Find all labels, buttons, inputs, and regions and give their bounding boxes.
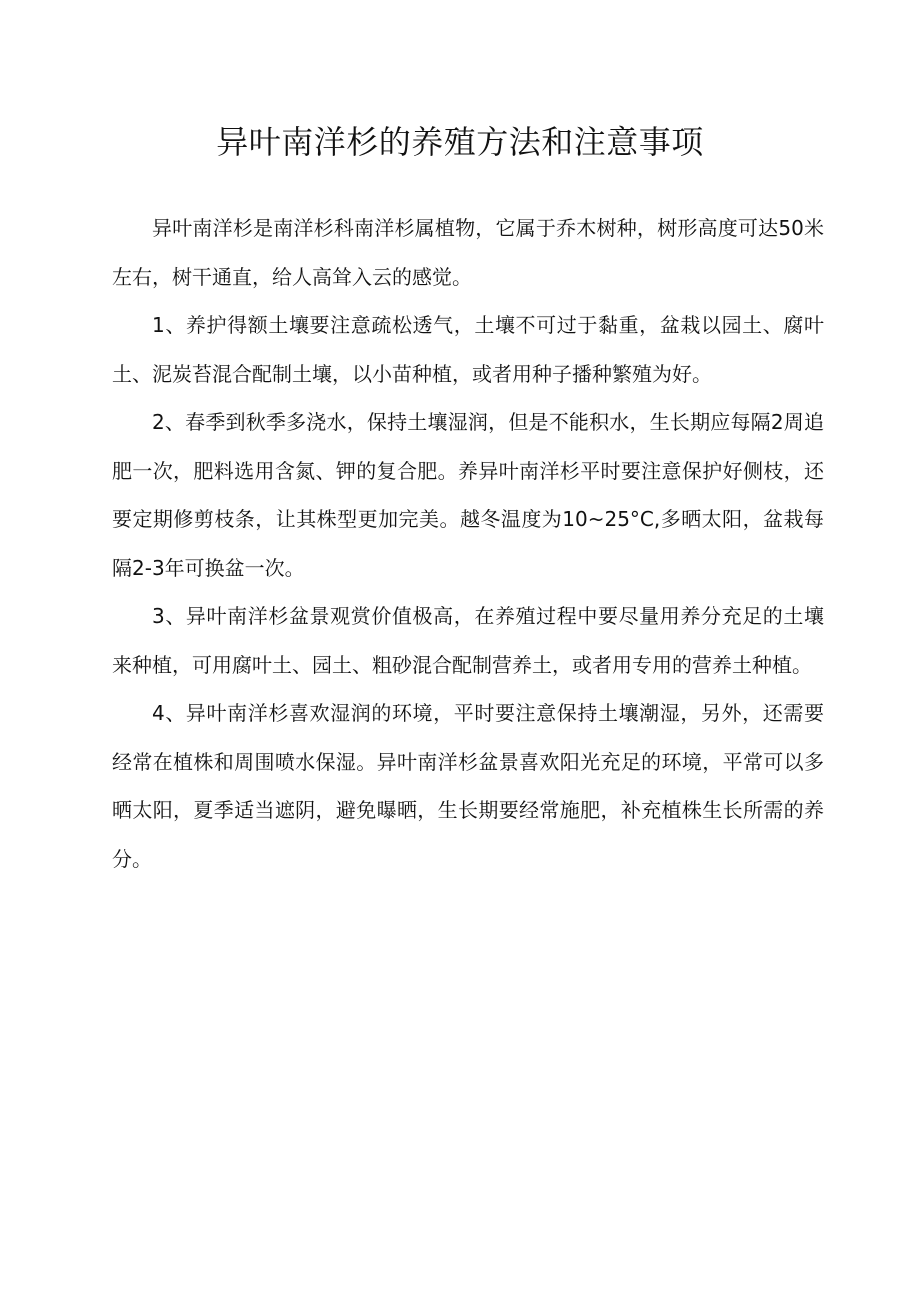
tip-4-paragraph: 4、异叶南洋杉喜欢湿润的环境，平时要注意保持土壤潮湿，另外，还需要经常在植株和周围喷水保湿。异叶南洋杉盆景喜欢阳光充足的环境，平常可以多晒太阳，夏季适当遮阴，避免曝晒，生长期要经常施肥，补充植株生长所需的养分。	[112, 701, 824, 871]
tip-2-paragraph: 2、春季到秋季多浇水，保持土壤湿润，但是不能积水，生长期应每隔2周追肥一次，肥料选用含氮、钾的复合肥。养异叶南洋杉平时要注意保护好侧枝，还要定期修剪枝条，让其株型更加完美。越冬温度为10~25°C,多晒太阳，盆栽每隔2-3年可换盆一次。	[112, 410, 824, 580]
document-body	[112, 204, 824, 883]
tip-1-paragraph: 1、养护得额土壤要注意疏松透气，土壤不可过于黏重，盆栽以园土、腐叶土、泥炭苔混合配制土壤，以小苗种植，或者用种子播种繁殖为好。	[112, 313, 824, 386]
document-title: 异叶南洋杉的养殖方法和注意事项	[216, 123, 704, 161]
tip-3-paragraph: 3、异叶南洋杉盆景观赏价值极高，在养殖过程中要尽量用养分充足的土壤来种植，可用腐叶土、园土、粗砂混合配制营养土，或者用专用的营养土种植。	[112, 604, 824, 677]
intro-paragraph: 异叶南洋杉是南洋杉科南洋杉属植物，它属于乔木树种，树形高度可达50米左右，树干通直，给人高耸入云的感觉。	[112, 216, 824, 289]
